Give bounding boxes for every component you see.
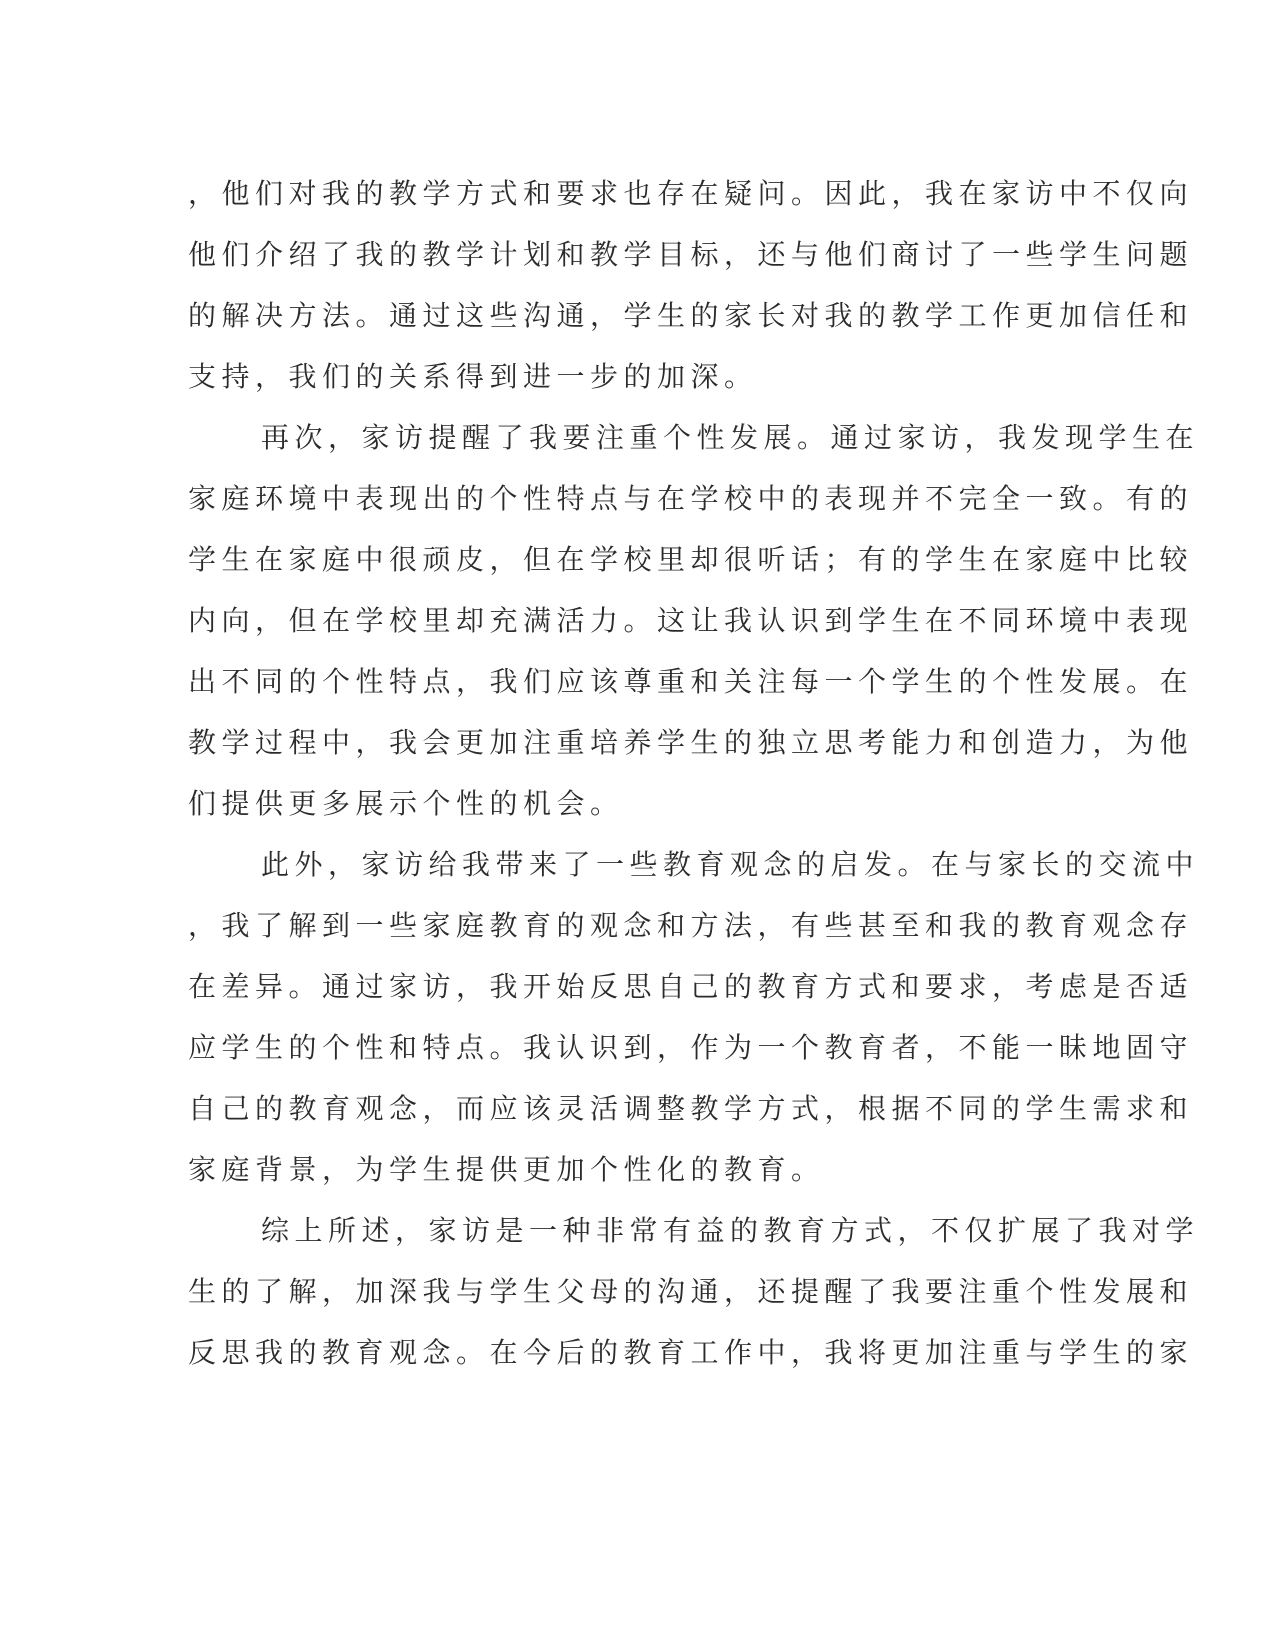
text-line: 内向，但在学校里却充满活力。这让我认识到学生在不同环境中表现 [188, 604, 1194, 637]
text-line: 家庭环境中表现出的个性特点与在学校中的表现并不完全一致。有的 [188, 482, 1194, 515]
text-line: ，我了解到一些家庭教育的观念和方法，有些甚至和我的教育观念存 [188, 909, 1194, 942]
text-line: 自己的教育观念，而应该灵活调整教学方式，根据不同的学生需求和 [188, 1092, 1194, 1125]
text-line: 生的了解，加深我与学生父母的沟通，还提醒了我要注重个性发展和 [188, 1275, 1194, 1308]
text-line: 学生在家庭中很顽皮，但在学校里却很听话；有的学生在家庭中比较 [188, 543, 1194, 576]
text-line: 的解决方法。通过这些沟通，学生的家长对我的教学工作更加信任和 [188, 299, 1194, 332]
text-line: 反思我的教育观念。在今后的教育工作中，我将更加注重与学生的家 [188, 1336, 1194, 1369]
paragraph-start-line: 再次，家访提醒了我要注重个性发展。通过家访，我发现学生在 [261, 421, 1200, 454]
text-line: 家庭背景，为学生提供更加个性化的教育。 [188, 1153, 825, 1186]
text-line: 在差异。通过家访，我开始反思自己的教育方式和要求，考虑是否适 [188, 970, 1194, 1003]
text-line: 教学过程中，我会更加注重培养学生的独立思考能力和创造力，为他 [188, 726, 1194, 759]
paragraph-start-line: 此外，家访给我带来了一些教育观念的启发。在与家长的交流中 [261, 848, 1200, 881]
text-line: 们提供更多展示个性的机会。 [188, 787, 624, 820]
text-line: 出不同的个性特点，我们应该尊重和关注每一个学生的个性发展。在 [188, 665, 1194, 698]
body-text [188, 163, 1200, 1383]
text-line: 支持，我们的关系得到进一步的加深。 [188, 360, 758, 393]
text-line: ，他们对我的教学方式和要求也存在疑问。因此，我在家访中不仅向 [188, 177, 1194, 210]
text-line: 应学生的个性和特点。我认识到，作为一个教育者，不能一昧地固守 [188, 1031, 1194, 1064]
text-line: 他们介绍了我的教学计划和教学目标，还与他们商讨了一些学生问题 [188, 238, 1194, 271]
paragraph-start-line: 综上所述，家访是一种非常有益的教育方式，不仅扩展了我对学 [261, 1214, 1200, 1247]
